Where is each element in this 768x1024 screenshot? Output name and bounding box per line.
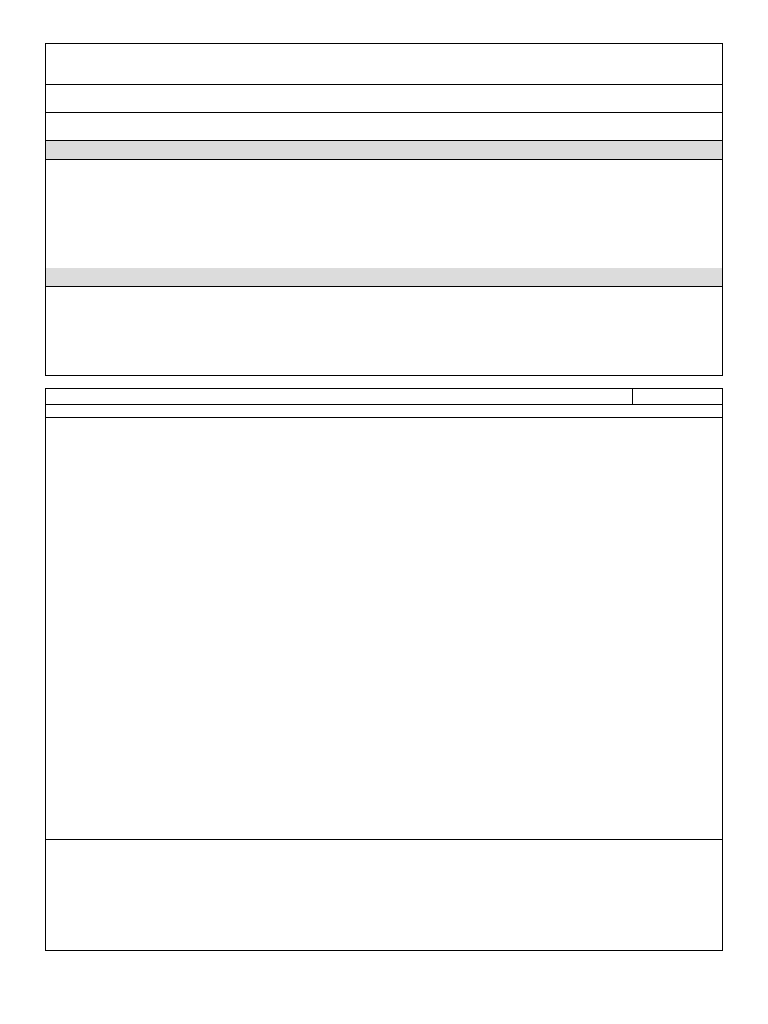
registration-row	[46, 405, 722, 418]
pra-section-title	[46, 268, 722, 287]
additional-label-row	[46, 825, 722, 840]
employer-classification-row	[46, 113, 722, 141]
application-form	[45, 43, 723, 376]
foreign-principal-section-title	[46, 141, 722, 160]
application-type-row	[46, 85, 722, 113]
checklist-table	[45, 388, 723, 951]
form-title	[46, 44, 722, 85]
checklist-header-row	[46, 389, 722, 405]
